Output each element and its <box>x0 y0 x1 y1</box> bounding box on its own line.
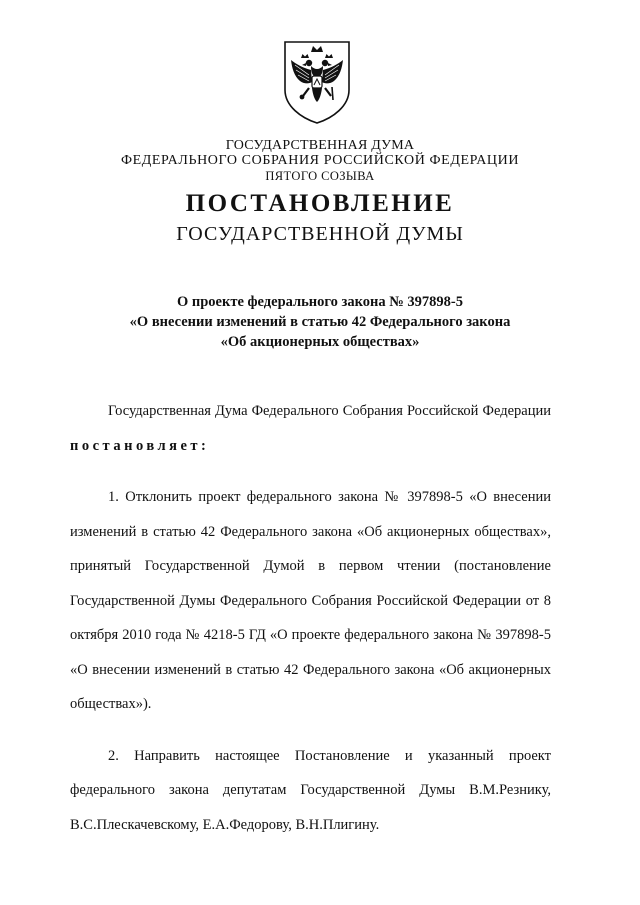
preamble-text: Государственная Дума Федерального Собрания Российской Федерации <box>108 403 551 419</box>
resolves-text: постановляет: <box>70 437 210 454</box>
resolution-item-1: 1. Отклонить проект федерального закона № 397898-5 «О внесении изменений в статью 42 Федерального закона «Об акционерных обществах», принятый Государственной Думой в первом чтении (постановление Государственной Думы Федерального Собрания Российской Федерации от 8 октября 2010 года № 4218-5 ГД «О проекте федерального закона № 397898-5 «О внесении изменений в статью 42 Федерального закона «Об акционерных обществах»). <box>70 489 551 712</box>
org-name-line2: ФЕДЕРАЛЬНОГО СОБРАНИЯ РОССИЙСКОЙ ФЕДЕРАЦИИ <box>120 153 520 168</box>
document-type: ПОСТАНОВЛЕНИЕ <box>185 190 455 217</box>
resolution-item-2: 2. Направить настоящее Постановление и указанный проект федерального закона депутатам Государственной Думы В.М.Резнику, В.С.Плескачевскому, Е.А.Федорову, В.Н.Плигину. <box>70 747 551 833</box>
document-subject <box>0 292 640 352</box>
subject-line2: «О внесении изменений в статью 42 Федерального закона <box>129 314 511 330</box>
document-issuer: ГОСУДАРСТВЕННОЙ ДУМЫ <box>176 223 464 245</box>
document-body <box>70 394 551 842</box>
subject-line1: О проекте федерального закона № 397898-5 <box>176 294 464 310</box>
coat-of-arms-icon <box>281 38 353 124</box>
convocation: ПЯТОГО СОЗЫВА <box>265 169 375 183</box>
subject-line3: «Об акционерных обществах» <box>220 334 420 350</box>
preamble-paragraph <box>70 394 551 463</box>
org-name-line1: ГОСУДАРСТВЕННАЯ ДУМА <box>225 138 415 153</box>
